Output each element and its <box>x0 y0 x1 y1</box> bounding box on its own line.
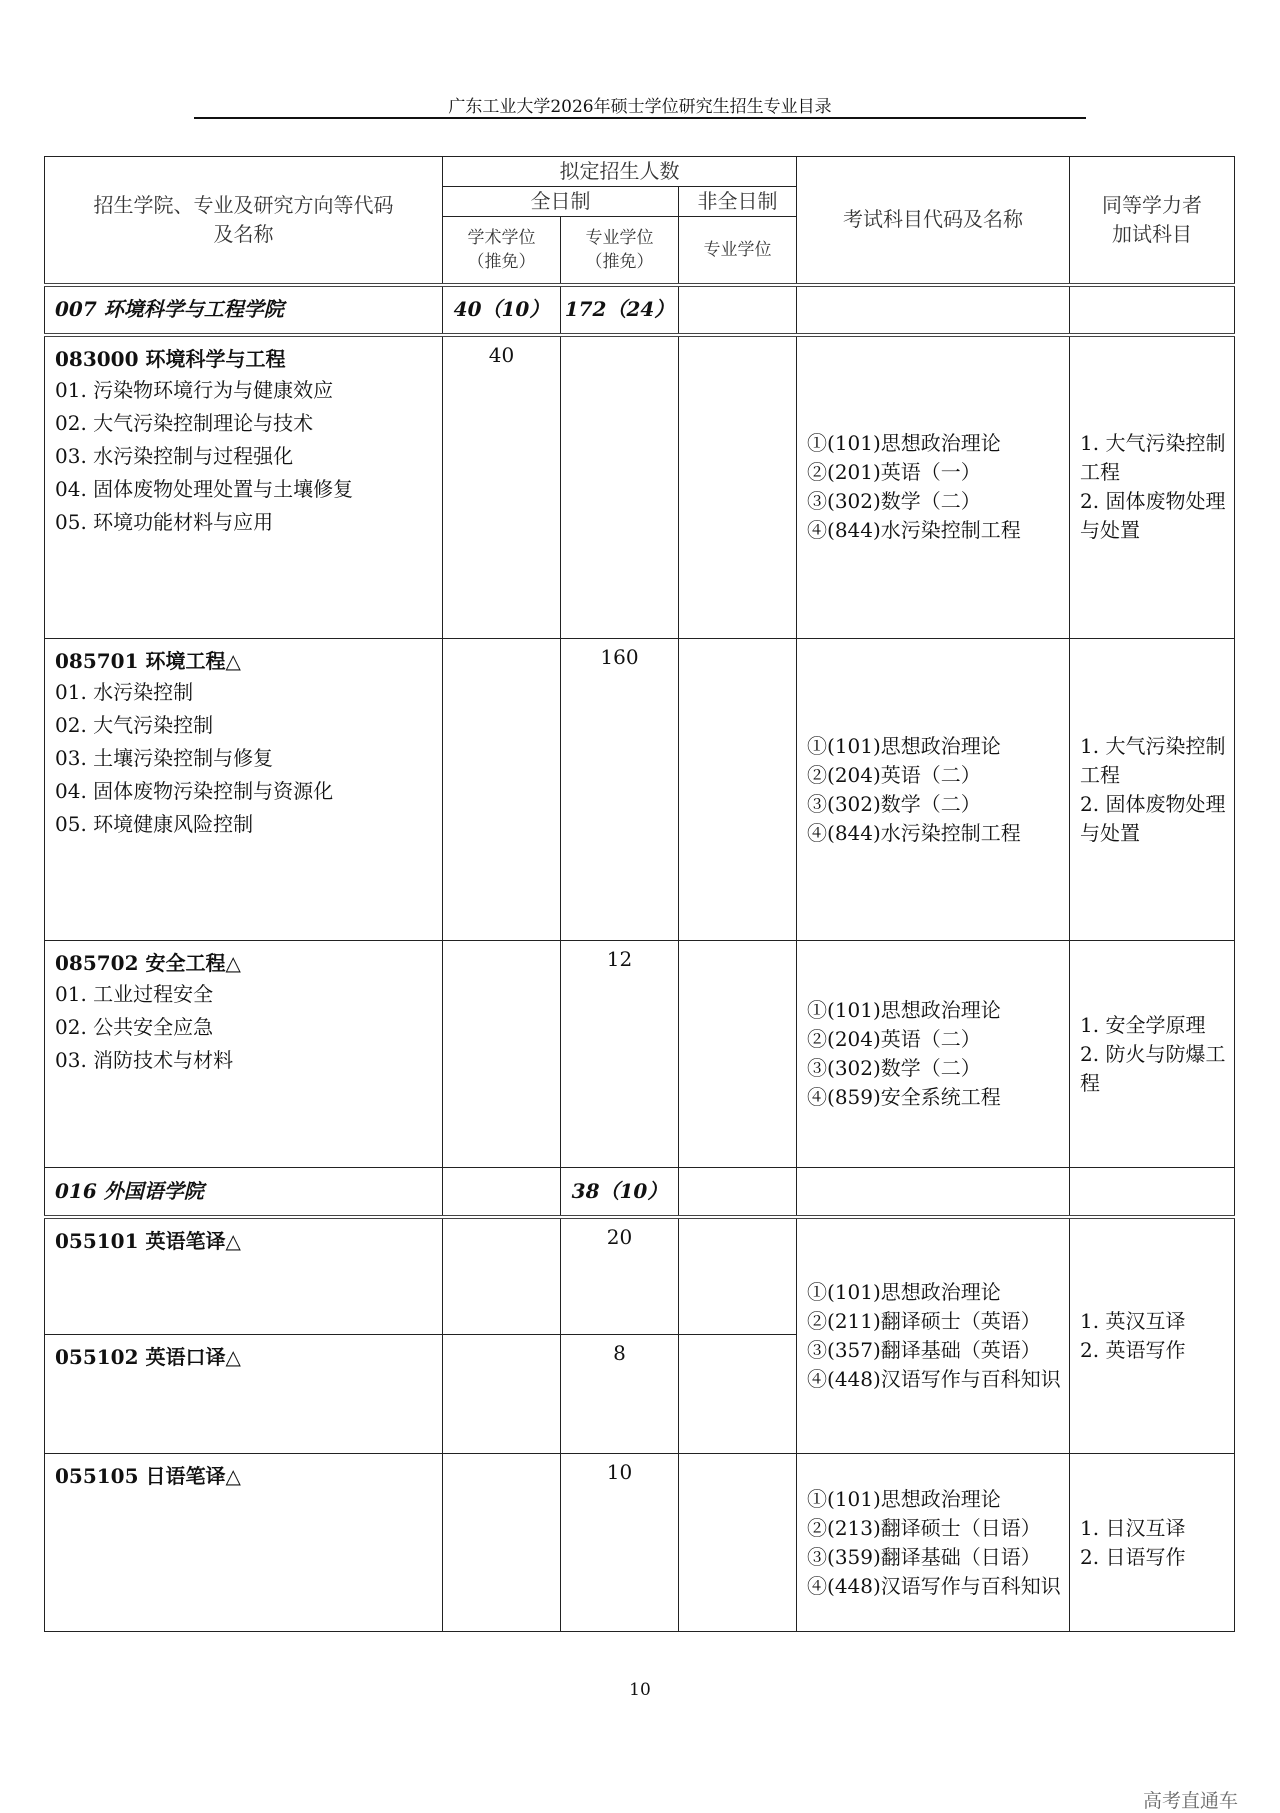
major-academic <box>443 1217 561 1335</box>
exam-subject: ②(204)英语（二） <box>807 762 981 787</box>
major-academic <box>443 941 561 1168</box>
college-parttime <box>679 1168 797 1217</box>
extra-subjects <box>1070 335 1235 639</box>
research-direction: 04. 固体废物污染控制与资源化 <box>55 779 334 803</box>
college-academic <box>443 1168 561 1217</box>
major-row <box>45 1217 1235 1335</box>
exam-subject: ④(448)汉语写作与百科知识 <box>807 1366 1061 1391</box>
header-exam: 考试科目代码及名称 <box>797 157 1070 285</box>
major-professional: 10 <box>561 1454 679 1632</box>
header-planned: 拟定招生人数 <box>443 157 797 187</box>
major-academic: 40 <box>443 335 561 639</box>
header-academic: 学术学位（推免） <box>443 217 561 285</box>
major-professional: 8 <box>561 1335 679 1454</box>
college-exam-empty <box>797 285 1070 335</box>
college-professional: 38（10） <box>561 1168 679 1217</box>
major-code-name: 083000 环境科学与工程 <box>55 346 286 371</box>
exam-subjects <box>797 1454 1070 1632</box>
exam-subject: ①(101)思想政治理论 <box>807 998 1001 1022</box>
header-parttime-professional: 专业学位 <box>679 217 797 285</box>
major-parttime <box>679 639 797 941</box>
major-name-cell <box>45 1335 443 1454</box>
extra-subject: 1. 大气污染控制工程 <box>1080 733 1226 787</box>
research-direction: 05. 环境健康风险控制 <box>55 812 254 836</box>
major-professional: 12 <box>561 941 679 1168</box>
college-name: 007 环境科学与工程学院 <box>45 285 443 335</box>
extra-subjects <box>1070 639 1235 941</box>
major-name-cell <box>45 1454 443 1632</box>
major-row <box>45 335 1235 639</box>
exam-subject: ②(211)翻译硕士（英语） <box>807 1308 1041 1333</box>
exam-subject: ④(448)汉语写作与百科知识 <box>807 1573 1061 1598</box>
exam-subject: ②(204)英语（二） <box>807 1027 981 1051</box>
exam-subjects <box>797 639 1070 941</box>
major-professional <box>561 335 679 639</box>
research-direction: 02. 大气污染控制理论与技术 <box>55 410 314 435</box>
extra-subject: 2. 防火与防爆工程 <box>1080 1041 1226 1095</box>
extra-subject: 1. 日汉互译 <box>1080 1515 1186 1540</box>
major-code-name: 055105 日语笔译△ <box>55 1464 241 1488</box>
college-parttime <box>679 285 797 335</box>
header-parttime: 非全日制 <box>679 187 797 217</box>
college-extra-empty <box>1070 1168 1235 1217</box>
major-academic <box>443 1454 561 1632</box>
extra-subject: 1. 英汉互译 <box>1080 1308 1186 1333</box>
major-name-cell <box>45 941 443 1168</box>
exam-subject: ②(201)英语（一） <box>807 460 981 485</box>
major-code-name: 055101 英语笔译△ <box>55 1228 241 1253</box>
major-row <box>45 639 1235 941</box>
research-direction: 05. 环境功能材料与应用 <box>55 509 274 534</box>
page-title: 广东工业大学2026年硕士学位研究生招生专业目录 <box>448 97 832 117</box>
header-extra: 同等学力者加试科目 <box>1070 157 1235 285</box>
major-code-name: 055102 英语口译△ <box>55 1345 241 1369</box>
exam-subject: ④(859)安全系统工程 <box>807 1085 1001 1109</box>
exam-subject: ②(213)翻译硕士（日语） <box>807 1515 1041 1540</box>
extra-subject: 2. 英语写作 <box>1080 1337 1186 1362</box>
major-professional: 20 <box>561 1217 679 1335</box>
extra-subject: 2. 固体废物处理与处置 <box>1080 791 1226 845</box>
research-direction: 03. 水污染控制与过程强化 <box>55 443 294 468</box>
extra-subject: 2. 日语写作 <box>1080 1544 1186 1569</box>
extra-subject: 2. 固体废物处理与处置 <box>1080 489 1226 543</box>
page-number: 10 <box>629 1680 651 1700</box>
college-name: 016 外国语学院 <box>45 1168 443 1217</box>
exam-subject: ①(101)思想政治理论 <box>807 431 1001 456</box>
major-row <box>45 1454 1235 1632</box>
research-direction: 03. 消防技术与材料 <box>55 1048 234 1072</box>
major-parttime <box>679 941 797 1168</box>
college-row <box>45 285 1235 335</box>
header-rule <box>194 117 1086 119</box>
exam-subject: ③(302)数学（二） <box>807 1056 981 1080</box>
major-name-cell <box>45 639 443 941</box>
exam-subject: ③(302)数学（二） <box>807 791 981 816</box>
exam-subjects <box>797 941 1070 1168</box>
major-row <box>45 941 1235 1168</box>
header-professional: 专业学位（推免） <box>561 217 679 285</box>
exam-subject: ①(101)思想政治理论 <box>807 1279 1001 1304</box>
exam-subject: ①(101)思想政治理论 <box>807 1486 1001 1511</box>
watermark: 高考直通车 <box>1143 1790 1239 1812</box>
header-fulltime: 全日制 <box>443 187 679 217</box>
college-row <box>45 1168 1235 1217</box>
major-code-name: 085702 安全工程△ <box>55 951 241 975</box>
exam-subject: ①(101)思想政治理论 <box>807 733 1001 758</box>
exam-subjects <box>797 335 1070 639</box>
exam-subject: ③(359)翻译基础（日语） <box>807 1544 1041 1569</box>
extra-subjects <box>1070 1217 1235 1454</box>
major-parttime <box>679 1335 797 1454</box>
research-direction: 01. 污染物环境行为与健康效应 <box>55 377 334 402</box>
extra-subjects <box>1070 941 1235 1168</box>
extra-subject: 1. 安全学原理 <box>1080 1012 1206 1037</box>
exam-subject: ③(302)数学（二） <box>807 489 981 514</box>
admissions-catalog-table <box>44 156 1235 1632</box>
header-name: 招生学院、专业及研究方向等代码及名称 <box>45 157 443 285</box>
research-direction: 01. 工业过程安全 <box>55 982 214 1006</box>
major-parttime <box>679 1217 797 1335</box>
exam-subject: ④(844)水污染控制工程 <box>807 518 1021 543</box>
extra-subjects <box>1070 1454 1235 1632</box>
research-direction: 01. 水污染控制 <box>55 680 194 704</box>
exam-subject: ③(357)翻译基础（英语） <box>807 1337 1041 1362</box>
college-extra-empty <box>1070 285 1235 335</box>
college-exam-empty <box>797 1168 1070 1217</box>
exam-subjects <box>797 1217 1070 1454</box>
major-academic <box>443 1335 561 1454</box>
research-direction: 04. 固体废物处理处置与土壤修复 <box>55 476 354 501</box>
research-direction: 03. 土壤污染控制与修复 <box>55 746 274 770</box>
major-parttime <box>679 335 797 639</box>
research-direction: 02. 大气污染控制 <box>55 713 214 737</box>
exam-subject: ④(844)水污染控制工程 <box>807 820 1021 845</box>
college-academic: 40（10） <box>443 285 561 335</box>
research-direction: 02. 公共安全应急 <box>55 1015 214 1039</box>
college-professional: 172（24） <box>561 285 679 335</box>
major-academic <box>443 639 561 941</box>
major-name-cell <box>45 335 443 639</box>
major-name-cell <box>45 1217 443 1335</box>
major-professional: 160 <box>561 639 679 941</box>
major-parttime <box>679 1454 797 1632</box>
extra-subject: 1. 大气污染控制工程 <box>1080 431 1226 485</box>
major-code-name: 085701 环境工程△ <box>55 649 241 673</box>
